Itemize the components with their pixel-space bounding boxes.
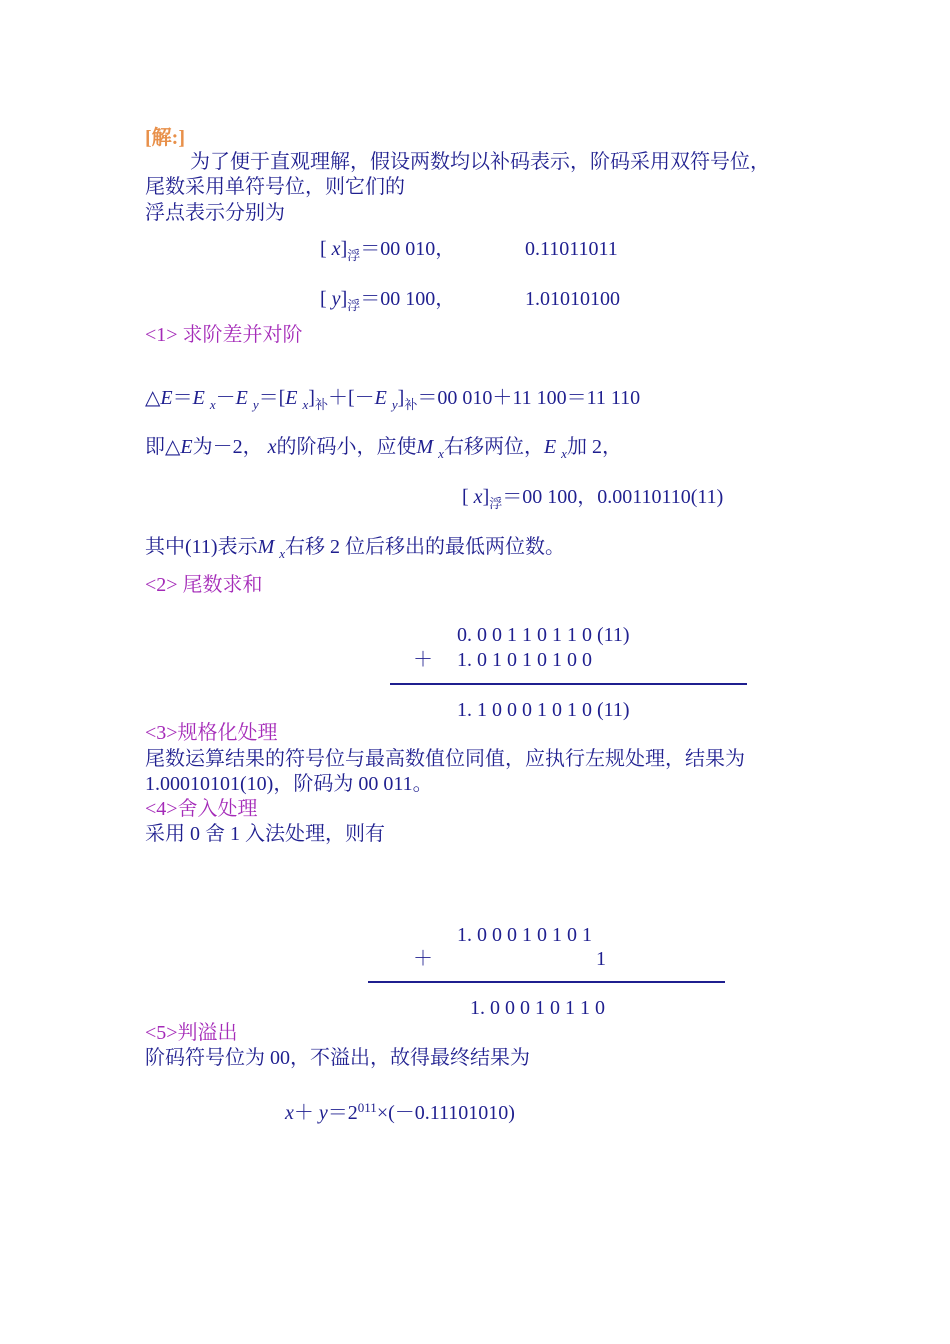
aligned-x-float: [ $x]_浮=00$ 100，0.00110110(11) xyxy=(462,486,724,511)
step1-heading: <1> 求阶差并对阶 xyxy=(145,324,303,346)
step2-plus-sign: ＋ xyxy=(413,649,433,671)
float-y-mantissa: 1.01010100 xyxy=(525,288,620,310)
delta-e-equation: △E＝E $_x$－E $_y$＝[E $_x]_补+[-E$ $_y]_补=00$ 010＋11 100＝11 110 xyxy=(145,387,641,412)
float-x-expression: [ $x]_浮=00$ 010， xyxy=(320,238,456,263)
step4-addend-1: 1. 0 0 0 1 0 1 0 1 xyxy=(457,924,592,946)
sub-fu: 浮 xyxy=(347,248,361,263)
sub-fu: 浮 xyxy=(347,298,361,313)
step2-sum: 1. 1 0 0 0 1 0 1 0 (11) xyxy=(457,699,630,721)
step3-heading: <3>规格化处理 xyxy=(145,722,278,744)
float-x-mantissa: 0.11011011 xyxy=(525,238,618,260)
step2-addend-2: 1. 0 1 0 1 0 1 0 0 xyxy=(457,649,592,671)
intro-line-1: 为了便于直观理解，假设两数均以补码表示，阶码采用双符号位， xyxy=(190,151,770,173)
float-y-expression: [ $y]_浮=00$ 100， xyxy=(320,288,456,313)
step5-line-1: 阶码符号位为 00，不溢出，故得最终结果为 xyxy=(145,1047,530,1069)
step4-line-1: 采用 0 舍 1 入法处理，则有 xyxy=(145,823,385,845)
step2-sum-rule xyxy=(390,683,747,685)
step2-heading: <2> 尾数求和 xyxy=(145,574,263,596)
step4-addend-2: 1 xyxy=(596,948,606,970)
step3-line-2: 1.00010101(10)，阶码为 00 011。 xyxy=(145,773,433,795)
float-x-exponent: ＝00 010， xyxy=(360,238,456,260)
step4-sum: 1. 0 0 0 1 0 1 1 0 xyxy=(470,997,605,1019)
final-result: $x+ y=2^{011}\times(-0.11101010)$ xyxy=(285,1100,515,1124)
intro-line-2: 尾数采用单符号位，则它们的 xyxy=(145,176,405,198)
float-y-exponent: ＝00 100， xyxy=(360,288,456,310)
alignment-explanation: 即△E为－2， x的阶码小，应使M $_x$右移两位，E $_x$加 2， xyxy=(145,436,622,461)
step5-heading: <5>判溢出 xyxy=(145,1022,238,1044)
step4-sum-rule xyxy=(368,981,725,983)
solution-label: [解:] xyxy=(145,127,185,149)
step2-addend-1: 0. 0 0 1 1 0 1 1 0 (11) xyxy=(457,624,630,646)
var-x: x xyxy=(331,238,341,260)
step3-line-1: 尾数运算结果的符号位与最高数值位同值，应执行左规处理，结果为 xyxy=(145,748,745,770)
step4-heading: <4>舍入处理 xyxy=(145,798,258,820)
var-y: y xyxy=(331,288,341,310)
step4-plus-sign: ＋ xyxy=(413,948,433,970)
shift-note: 其中(11)表示M $_x$右移 2 位后移出的最低两位数。 xyxy=(145,536,566,561)
intro-line-3: 浮点表示分别为 xyxy=(145,202,285,224)
